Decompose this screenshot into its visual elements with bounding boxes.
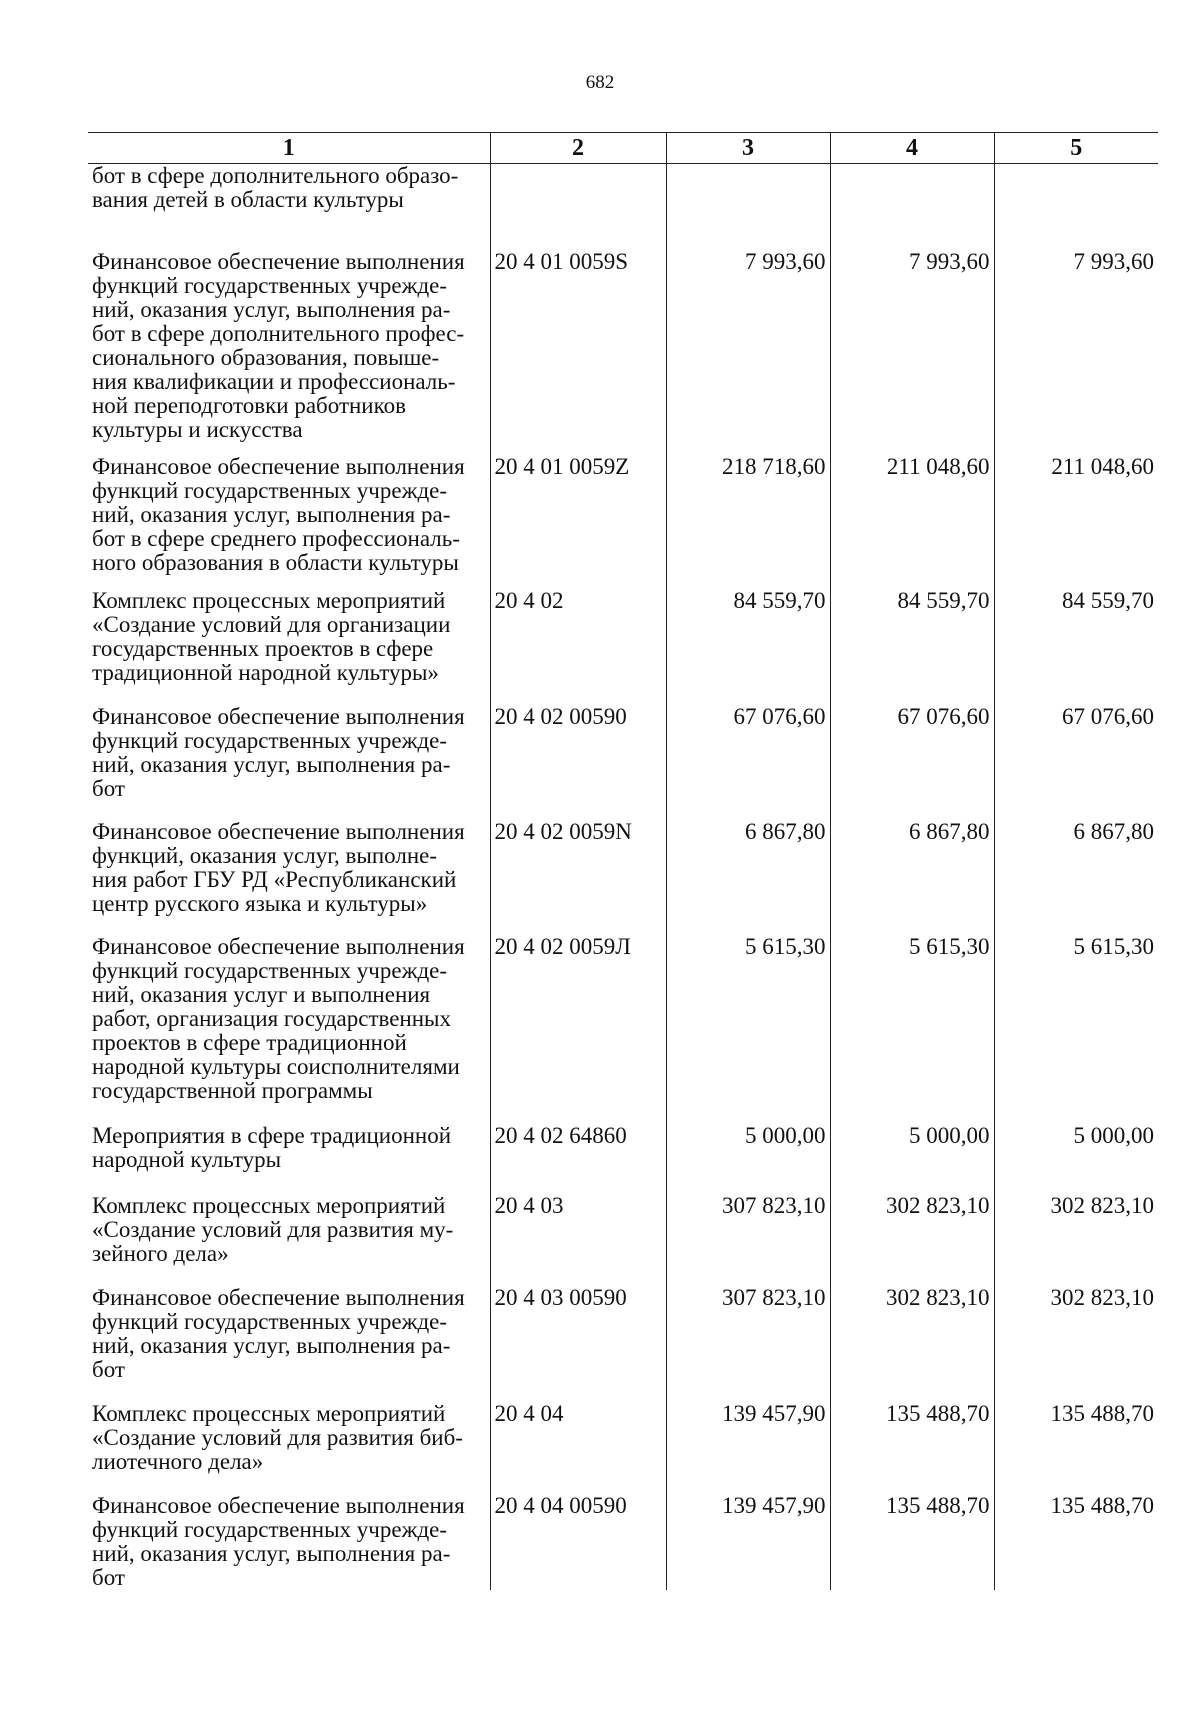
row-value-col4: 302 823,10	[830, 1184, 994, 1276]
row-value-col5: 135 488,70	[994, 1484, 1158, 1590]
table-header-row	[88, 133, 1158, 164]
column-header-3: 3	[666, 133, 830, 164]
row-value-col5: 5 615,30	[994, 925, 1158, 1114]
row-name-cell: Финансовое обеспечение выполнения функций государственных учрежде- ний, оказания услуг, выполнения ра- бот	[92, 704, 465, 801]
row-value-col4: 7 993,60	[830, 240, 994, 445]
row-value-col3: 6 867,80	[666, 810, 830, 925]
row-name-cell: Комплекс процессных мероприятий «Создание условий для развития биб- лиотечного дела»	[92, 1401, 463, 1474]
row-value-col5: 135 488,70	[994, 1392, 1158, 1484]
row-value-col4: 5 615,30	[830, 925, 994, 1114]
table-row	[88, 445, 1158, 579]
row-name-cell: Финансовое обеспечение выполнения функций государственных учрежде- ний, оказания услуг, выполнения ра- бот	[92, 1285, 465, 1382]
row-code-cell: 20 4 02 0059N	[490, 810, 666, 925]
row-name-cell: Комплекс процессных мероприятий «Создание условий для организации государственных проектов в сфере традиционной народной культуры»	[92, 588, 451, 685]
row-value-col3: 5 000,00	[666, 1114, 830, 1184]
row-name-cell: Комплекс процессных мероприятий «Создание условий для развития му- зейного дела»	[92, 1193, 454, 1266]
table-row	[88, 579, 1158, 695]
row-name-cell: Финансовое обеспечение выполнения функций, оказания услуг, выполне- ния работ ГБУ РД «Республиканский центр русского языка и культуры»	[92, 819, 465, 916]
row-value-col3: 5 615,30	[666, 925, 830, 1114]
row-value-col4: 67 076,60	[830, 695, 994, 810]
row-value-col5	[994, 164, 1158, 241]
column-header-2: 2	[490, 133, 666, 164]
page-number: 682	[585, 72, 615, 93]
table-row	[88, 695, 1158, 810]
row-value-col3: 218 718,60	[666, 445, 830, 579]
row-value-col4: 84 559,70	[830, 579, 994, 695]
row-value-col4: 211 048,60	[830, 445, 994, 579]
row-value-col3: 307 823,10	[666, 1276, 830, 1392]
row-value-col4: 5 000,00	[830, 1114, 994, 1184]
row-value-col3: 307 823,10	[666, 1184, 830, 1276]
budget-table	[88, 132, 1158, 1590]
row-value-col3: 139 457,90	[666, 1392, 830, 1484]
row-code-cell: 20 4 02	[490, 579, 666, 695]
row-name-cell: Финансовое обеспечение выполнения функций государственных учрежде- ний, оказания услуг, выполнения ра- бот в сфере среднего профессиональ- ного образования в области культуры	[92, 454, 465, 575]
row-code-cell: 20 4 03 00590	[490, 1276, 666, 1392]
row-value-col5: 302 823,10	[994, 1184, 1158, 1276]
row-name-cell: Финансовое обеспечение выполнения функций государственных учрежде- ний, оказания услуг и выполнения работ, организация государственных проектов в сфере традиционной народной культуры соисполнителями государственной программы	[92, 934, 465, 1103]
row-value-col4: 302 823,10	[830, 1276, 994, 1392]
row-code-cell: 20 4 01 0059Z	[490, 445, 666, 579]
row-value-col4	[830, 164, 994, 241]
row-value-col4: 6 867,80	[830, 810, 994, 925]
row-code-cell: 20 4 02 64860	[490, 1114, 666, 1184]
row-value-col5: 5 000,00	[994, 1114, 1158, 1184]
row-value-col3: 139 457,90	[666, 1484, 830, 1590]
table-body	[88, 164, 1158, 1591]
row-value-col4: 135 488,70	[830, 1484, 994, 1590]
row-value-col3: 84 559,70	[666, 579, 830, 695]
row-value-col5: 67 076,60	[994, 695, 1158, 810]
row-code-cell: 20 4 01 0059S	[490, 240, 666, 445]
row-name-cell: Финансовое обеспечение выполнения функций государственных учрежде- ний, оказания услуг, выполнения ра- бот в сфере дополнительного профес- сионального образования, повыше- ния квалификации и профессиональ- ной переподготовки работников культуры и искусства	[92, 249, 465, 442]
row-value-col3	[666, 164, 830, 241]
table-row	[88, 1484, 1158, 1590]
row-value-col3: 67 076,60	[666, 695, 830, 810]
column-header-1: 1	[88, 133, 490, 164]
row-value-col5: 84 559,70	[994, 579, 1158, 695]
row-name-cell: Мероприятия в сфере традиционной народной культуры	[92, 1123, 452, 1172]
row-code-cell: 20 4 02 00590	[490, 695, 666, 810]
row-value-col5: 211 048,60	[994, 445, 1158, 579]
row-code-cell	[490, 164, 666, 241]
row-name-cell: Финансовое обеспечение выполнения функций государственных учрежде- ний, оказания услуг, выполнения ра- бот	[92, 1493, 465, 1590]
table-row	[88, 1114, 1158, 1184]
table-row	[88, 810, 1158, 925]
table-row	[88, 240, 1158, 445]
table-row	[88, 1392, 1158, 1484]
row-value-col5: 302 823,10	[994, 1276, 1158, 1392]
row-code-cell: 20 4 04 00590	[490, 1484, 666, 1590]
table-row	[88, 925, 1158, 1114]
row-value-col5: 6 867,80	[994, 810, 1158, 925]
column-header-5: 5	[994, 133, 1158, 164]
row-value-col5: 7 993,60	[994, 240, 1158, 445]
row-name-cell: бот в сфере дополнительного образо- вания детей в области культуры	[92, 163, 459, 212]
row-code-cell: 20 4 03	[490, 1184, 666, 1276]
row-code-cell: 20 4 04	[490, 1392, 666, 1484]
row-code-cell: 20 4 02 0059Л	[490, 925, 666, 1114]
table-row	[88, 1184, 1158, 1276]
table-row	[88, 1276, 1158, 1392]
row-value-col3: 7 993,60	[666, 240, 830, 445]
row-value-col4: 135 488,70	[830, 1392, 994, 1484]
column-header-4: 4	[830, 133, 994, 164]
table-row	[88, 164, 1158, 241]
